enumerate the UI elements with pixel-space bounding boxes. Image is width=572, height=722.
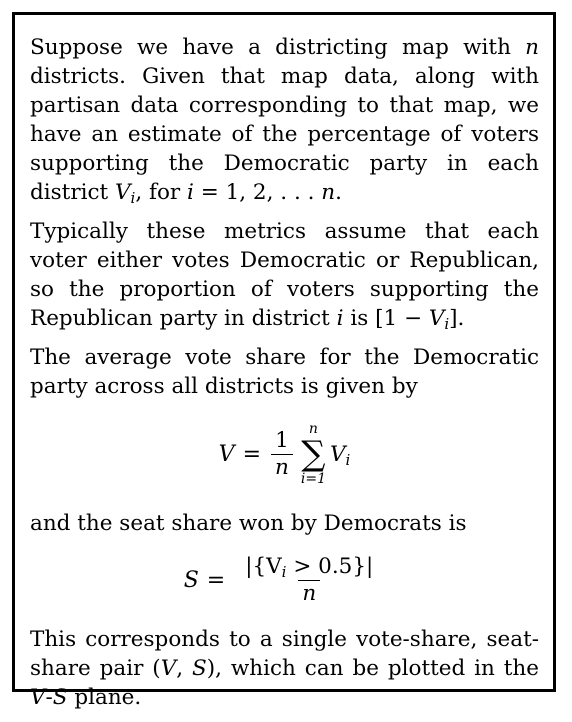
text-run: is [1 − (343, 306, 429, 331)
fraction-numerator (235, 554, 383, 580)
math-n: n (525, 35, 539, 60)
equals-sign: = (242, 441, 261, 467)
fraction (271, 428, 293, 481)
math-i: i (187, 180, 194, 205)
text-run: = 1, 2, . . . (193, 180, 322, 205)
paragraph-average-vote-share: The average vote share for the Democratic party across all districts is given by (30, 345, 539, 399)
math-subscript-i: i (345, 450, 351, 469)
math-S: S (52, 685, 68, 710)
text-run: ), which can be plotted in the (206, 656, 539, 681)
summation-lower-limit: i=1 (300, 471, 326, 487)
text-run: This corresponds to a single vote-share, seat-share pair ( (30, 627, 539, 681)
math-subscript-i: i (281, 562, 287, 581)
summation (301, 421, 326, 487)
text-run: districts. Given that map data, along with partisan data corresponding to that map, we have an estimate of the percentage of voters supporting the Democratic party in each district (30, 64, 539, 205)
numerator-open: |{V (245, 554, 282, 579)
summation-sign: ∑ (301, 434, 326, 474)
text-run: ]. (449, 306, 465, 331)
math-subscript-i: i (130, 188, 136, 207)
math-V: V (160, 656, 177, 681)
math-V: V (329, 441, 346, 467)
paragraph-assumption (30, 217, 539, 333)
fraction-denominator: n (271, 454, 293, 481)
text-run: plane. (67, 685, 142, 710)
equation-lhs: S (183, 568, 199, 593)
fraction-numerator: 1 (275, 427, 289, 453)
math-V: V (428, 306, 445, 331)
summand (330, 440, 350, 469)
equation-seat-share (30, 554, 539, 607)
math-subscript-i: i (444, 314, 450, 333)
paragraph-districting (30, 33, 539, 207)
fraction-denominator: n (298, 580, 320, 607)
fraction (235, 554, 383, 607)
summation-upper-limit: n (308, 421, 318, 437)
text-frame (12, 12, 556, 710)
text-run: . (335, 180, 342, 205)
document-body (30, 33, 539, 722)
numerator-rest: > 0.5}| (286, 554, 374, 579)
math-S: S (191, 656, 207, 681)
equals-sign: = (206, 568, 226, 593)
math-i: i (336, 306, 344, 331)
paragraph-vs-plane (30, 625, 539, 712)
text-run: Suppose we have a districting map with (30, 35, 526, 60)
text-run: - (45, 685, 53, 710)
paragraph-seat-share: and the seat share won by Democrats is (30, 511, 467, 536)
text-run: , for (135, 180, 188, 205)
text-run: , (176, 656, 192, 681)
math-V: V (30, 685, 46, 710)
math-V: V (114, 180, 131, 205)
math-n: n (321, 180, 336, 205)
equation-vote-share (30, 419, 539, 489)
text-run: Typically these metrics assume that each voter either votes Democratic or Republican, so the proportion of voters supporting the Republican party in district (30, 219, 539, 331)
equation-lhs: V (218, 441, 235, 467)
